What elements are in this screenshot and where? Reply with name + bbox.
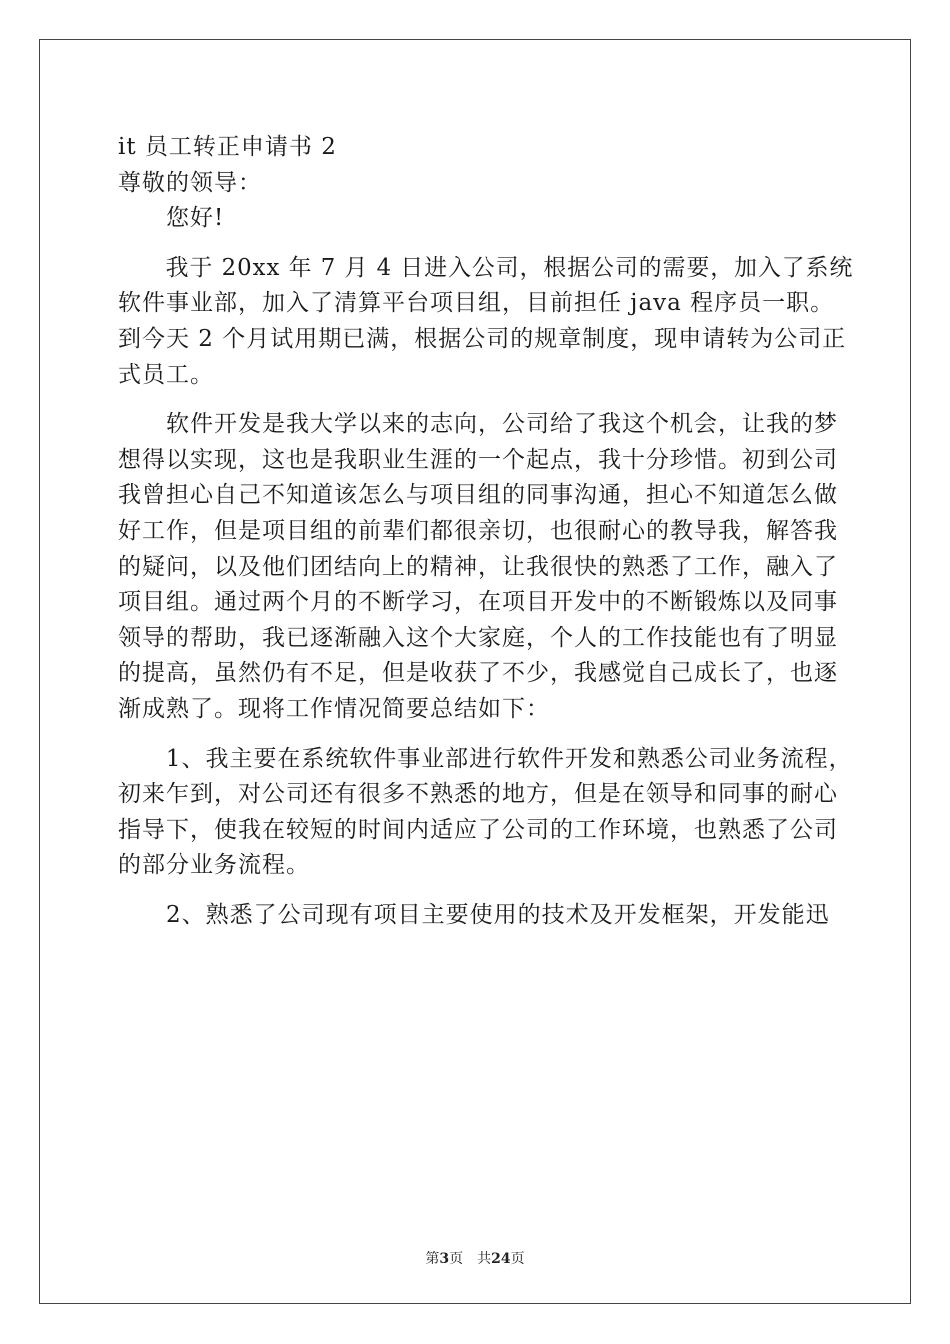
paragraph-line: 好工作，但是项目组的前辈们都很亲切，也很耐心的教导我，解答我	[118, 517, 838, 544]
document-body	[118, 130, 854, 933]
page-suffix: 页	[449, 1251, 464, 1267]
document-title: it 员工转正申请书 2	[118, 134, 337, 160]
paragraph-line: 我于 20xx 年 7 月 4 日进入公司，根据公司的需要，加入了系统	[165, 254, 854, 281]
paragraph-line: 的提高，虽然仍有不足，但是收获了不少，我感觉自己成长了，也逐	[118, 660, 838, 687]
paragraph-line: 我曾担心自己不知道该怎么与项目组的同事沟通，担心不知道怎么做	[118, 482, 838, 509]
paragraph-line: 指导下，使我在较短的时间内适应了公司的工作环境，也熟悉了公司	[118, 816, 838, 843]
page-current: 3	[439, 1251, 450, 1267]
total-prefix: 共	[477, 1251, 492, 1267]
paragraph-4	[118, 898, 838, 934]
paragraph-line: 式员工。	[118, 361, 214, 388]
paragraph-line: 2、熟悉了公司现有项目主要使用的技术及开发框架，开发能迅	[166, 901, 830, 928]
paragraph-line: 的疑问，以及他们团结向上的精神，让我很快的熟悉了工作，融入了	[118, 553, 838, 580]
page-footer	[0, 1248, 950, 1268]
paragraph-line: 初来乍到，对公司还有很多不熟悉的地方，但是在领导和同事的耐心	[118, 781, 838, 808]
paragraph-line: 领导的帮助，我已逐渐融入这个大家庭，个人的工作技能也有了明显	[118, 624, 838, 651]
paragraph-line: 到今天 2 个月试用期已满，根据公司的规章制度，现申请转为公司正	[118, 325, 847, 352]
total-suffix: 页	[510, 1251, 525, 1267]
paragraph-line: 的部分业务流程。	[118, 852, 310, 879]
greeting: 您好!	[166, 205, 225, 232]
page-prefix: 第	[425, 1251, 440, 1267]
paragraph-line: 想得以实现，这也是我职业生涯的一个起点，我十分珍惜。初到公司	[118, 446, 838, 473]
paragraph-line: 软件开发是我大学以来的志向，公司给了我这个机会，让我的梦	[166, 411, 838, 438]
paragraph-1	[118, 251, 854, 393]
salutation: 尊敬的领导：	[118, 169, 262, 196]
paragraph-line: 项目组。通过两个月的不断学习，在项目开发中的不断锻炼以及同事	[118, 589, 838, 616]
paragraph-2	[118, 407, 838, 727]
paragraph-line: 软件事业部，加入了清算平台项目组，目前担任 java 程序员一职。	[118, 290, 835, 317]
page-total: 24	[491, 1251, 511, 1267]
paragraph-line: 渐成熟了。现将工作情况简要总结如下：	[118, 695, 550, 722]
paragraph-3	[118, 742, 853, 884]
paragraph-line: 1、我主要在系统软件事业部进行软件开发和熟悉公司业务流程，	[165, 745, 853, 772]
